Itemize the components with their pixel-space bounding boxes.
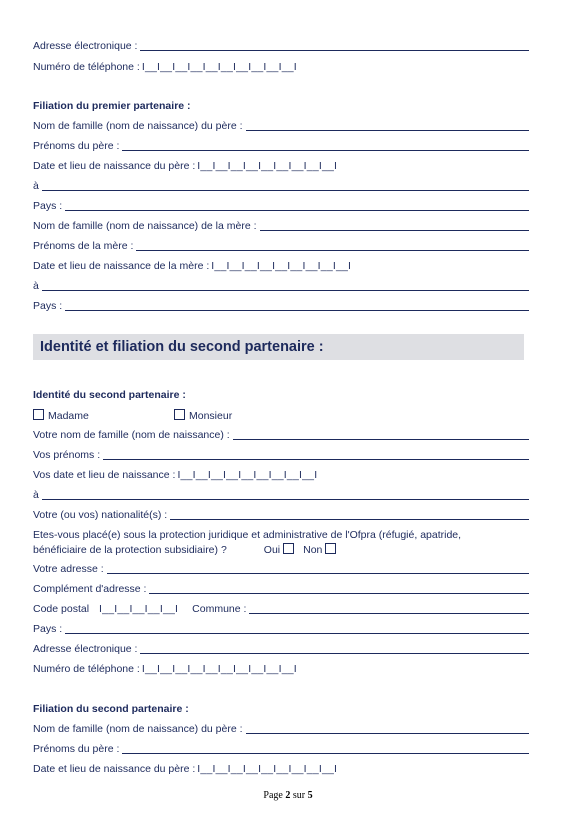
postal-label: Code postal [33, 603, 90, 615]
phone-boxes[interactable]: I__I__I__I__I__I__I__I__I__I__I [141, 663, 297, 675]
father-name-input-line[interactable] [246, 733, 529, 734]
email-label: Adresse électronique : [33, 40, 138, 52]
mother-firstnames-input-line[interactable] [136, 250, 529, 251]
address2-label: Complément d'adresse : [33, 583, 147, 595]
non-checkbox[interactable] [325, 543, 336, 554]
birth-boxes[interactable]: I__I__I__I__I__I__I__I__I__I [177, 469, 318, 481]
oui-label: Oui [263, 544, 281, 556]
section-header-band [33, 334, 524, 360]
father-firstnames-label: Prénoms du père : [33, 743, 120, 755]
phone-label: Numéro de téléphone : [33, 61, 140, 73]
postal-boxes[interactable]: I__I__I__I__I__I [99, 603, 179, 615]
page-word: Page [263, 790, 283, 801]
sur-word: sur [292, 790, 306, 801]
civility-row [33, 409, 529, 423]
email-field-row-1[interactable] [33, 40, 529, 53]
mother-birth-boxes[interactable]: I__I__I__I__I__I__I__I__I__I [211, 260, 352, 272]
father-name-label: Nom de famille (nom de naissance) du père : [33, 120, 243, 132]
father-firstnames-row[interactable] [33, 140, 529, 153]
father-firstnames-input-line[interactable] [122, 753, 529, 754]
father2-birth-row[interactable] [33, 763, 529, 776]
mother-firstnames-row[interactable] [33, 240, 529, 253]
madame-label: Madame [48, 410, 89, 422]
non-option[interactable] [303, 543, 336, 557]
mother-name-label: Nom de famille (nom de naissance) de la mère : [33, 220, 257, 232]
father2-name-row[interactable] [33, 723, 529, 736]
address-row[interactable] [33, 563, 529, 576]
birthplace-input-line[interactable] [42, 499, 529, 500]
birthplace-row[interactable] [33, 489, 529, 502]
mother-country-row[interactable] [33, 300, 529, 313]
monsieur-checkbox[interactable] [174, 409, 185, 420]
monsieur-option[interactable] [174, 409, 232, 423]
section-title: Identité et filiation du second partenaire : [40, 339, 324, 355]
identity-second-heading: Identité du second partenaire : [33, 389, 186, 401]
nationality-label: Votre (ou vos) nationalité(s) : [33, 509, 168, 521]
father-name-row[interactable] [33, 120, 529, 133]
country-label: Pays : [33, 200, 63, 212]
father2-firstnames-row[interactable] [33, 743, 529, 756]
surname-row[interactable] [33, 429, 529, 442]
country-input-line[interactable] [65, 633, 529, 634]
birth-label: Vos date et lieu de naissance : [33, 469, 176, 481]
birth-row[interactable] [33, 469, 529, 482]
monsieur-label: Monsieur [189, 410, 233, 422]
phone-label: Numéro de téléphone : [33, 663, 140, 675]
address-input-line[interactable] [107, 573, 529, 574]
father-birthplace-input-line[interactable] [42, 190, 529, 191]
a-label: à [33, 180, 39, 192]
father-birth-label: Date et lieu de naissance du père : [33, 763, 196, 775]
madame-checkbox[interactable] [33, 409, 44, 420]
oui-option[interactable] [264, 543, 294, 557]
ofpra-question-line1: Etes-vous placé(e) sous la protection juridique et administrative de l'Ofpra (réfugié, apatride, [33, 529, 462, 541]
father-birth-label: Date et lieu de naissance du père : [33, 160, 196, 172]
address2-input-line[interactable] [149, 593, 529, 594]
country-label: Pays : [33, 623, 63, 635]
email-field-row-2[interactable] [33, 643, 529, 656]
email-label: Adresse électronique : [33, 643, 138, 655]
firstnames-input-line[interactable] [103, 459, 529, 460]
phone-boxes[interactable]: I__I__I__I__I__I__I__I__I__I__I [141, 61, 297, 73]
father-firstnames-input-line[interactable] [122, 150, 529, 151]
mother-birth-row[interactable] [33, 260, 529, 273]
father-birth-boxes[interactable]: I__I__I__I__I__I__I__I__I__I [197, 763, 338, 775]
filiation-second-heading: Filiation du second partenaire : [33, 703, 189, 715]
surname-input-line[interactable] [233, 439, 529, 440]
mother-firstnames-label: Prénoms de la mère : [33, 240, 134, 252]
mother-name-row[interactable] [33, 220, 529, 233]
father-name-input-line[interactable] [246, 130, 529, 131]
email-input-line[interactable] [140, 50, 529, 51]
oui-checkbox[interactable] [283, 543, 294, 554]
father-birthplace-row[interactable] [33, 180, 529, 193]
mother-birthplace-input-line[interactable] [42, 290, 529, 291]
page-number: 2 [285, 790, 291, 801]
father-country-input-line[interactable] [65, 210, 529, 211]
a-label: à [33, 280, 39, 292]
mother-name-input-line[interactable] [260, 230, 529, 231]
phone-field-row-1[interactable] [33, 61, 529, 74]
postal-commune-row[interactable] [33, 603, 529, 616]
email-input-line[interactable] [140, 653, 529, 654]
father-firstnames-label: Prénoms du père : [33, 140, 120, 152]
father-birth-boxes[interactable]: I__I__I__I__I__I__I__I__I__I [197, 160, 338, 172]
filiation-first-heading: Filiation du premier partenaire : [33, 100, 191, 112]
father-country-row[interactable] [33, 200, 529, 213]
page-footer [0, 790, 576, 801]
a-label: à [33, 489, 39, 501]
firstnames-label: Vos prénoms : [33, 449, 101, 461]
nationality-row[interactable] [33, 509, 529, 522]
country-row[interactable] [33, 623, 529, 636]
phone-field-row-2[interactable] [33, 663, 529, 676]
commune-label: Commune : [192, 603, 247, 615]
commune-input-line[interactable] [249, 613, 529, 614]
ofpra-question-line2: bénéficiaire de la protection subsidiaire) ? Oui Non [33, 543, 529, 557]
father-birth-row[interactable] [33, 160, 529, 173]
page-total: 5 [307, 790, 313, 801]
address-label: Votre adresse : [33, 563, 104, 575]
country-label: Pays : [33, 300, 63, 312]
mother-country-input-line[interactable] [65, 310, 529, 311]
nationality-input-line[interactable] [170, 519, 529, 520]
mother-birth-label: Date et lieu de naissance de la mère : [33, 260, 210, 272]
firstnames-row[interactable] [33, 449, 529, 462]
madame-option[interactable] [33, 409, 174, 423]
non-label: Non [303, 544, 323, 556]
surname-label: Votre nom de famille (nom de naissance) : [33, 429, 230, 441]
address2-row[interactable] [33, 583, 529, 596]
father-name-label: Nom de famille (nom de naissance) du père : [33, 723, 243, 735]
mother-birthplace-row[interactable] [33, 280, 529, 293]
